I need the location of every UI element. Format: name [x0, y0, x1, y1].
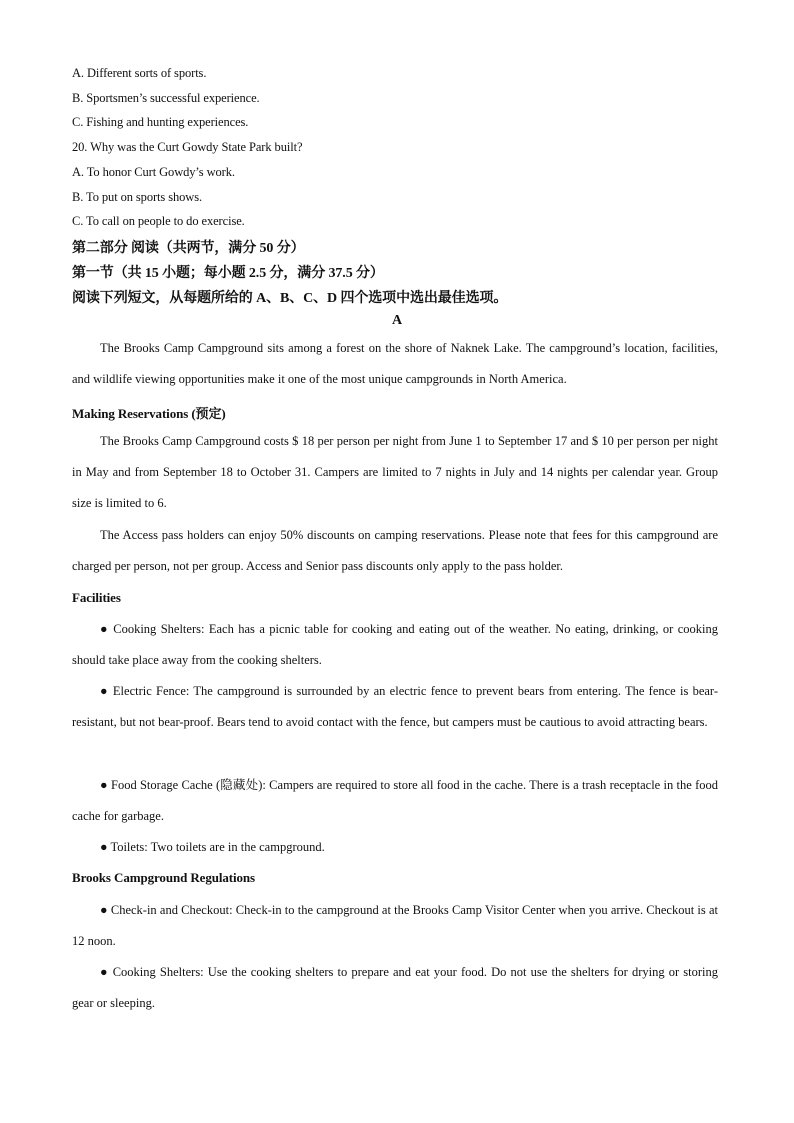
facilities-heading: Facilities: [72, 590, 121, 605]
option-c-prev: C. Fishing and hunting experiences.: [72, 115, 249, 129]
question-20-option-b: B. To put on sports shows.: [72, 190, 202, 204]
question-20-option-a: A. To honor Curt Gowdy’s work.: [72, 165, 235, 179]
regulation-item-checkin: ● Check-in and Checkout: Check-in to the campground at the Brooks Camp Visitor Center when you arrive. Checkout is at 12 noon.: [72, 903, 718, 948]
passage-label: A: [391, 313, 402, 328]
reservations-paragraph-2: The Access pass holders can enjoy 50% discounts on camping reservations. Please note that fees for this campground are charged per person, not per group. Access and Senior pass discounts only apply to the pass holder.: [72, 528, 718, 573]
option-a-prev: A. Different sorts of sports.: [72, 66, 207, 80]
question-20-stem: 20. Why was the Curt Gowdy State Park built?: [72, 140, 303, 154]
part-heading: 第二部分 阅读（共两节，满分 50 分）: [72, 241, 305, 256]
question-20-option-c: C. To call on people to do exercise.: [72, 214, 245, 228]
instructions: 阅读下列短文，从每题所给的 A、B、C、D 四个选项中选出最佳选项。: [72, 291, 508, 306]
facility-item-cooking-shelters: ● Cooking Shelters: Each has a picnic table for cooking and eating out of the weather. No eating, drinking, or cooking should take place away from the cooking shelters.: [72, 622, 718, 667]
section-heading: 第一节（共 15 小题；每小题 2.5 分，满分 37.5 分）: [72, 266, 384, 281]
intro-paragraph: The Brooks Camp Campground sits among a forest on the shore of Naknek Lake. The campground’s location, facilities, and wildlife viewing opportunities make it one of the most unique campgrounds in North America.: [72, 341, 718, 386]
facility-item-electric-fence: ● Electric Fence: The campground is surrounded by an electric fence to prevent bears from entering. The fence is bear-resistant, but not bear-proof. Bears tend to avoid contact with the fence, but campers must be cautious to avoid attracting bears.: [72, 684, 718, 729]
option-b-prev: B. Sportsmen’s successful experience.: [72, 91, 260, 105]
regulations-heading: Brooks Campground Regulations: [72, 870, 255, 885]
reservations-paragraph-1: The Brooks Camp Campground costs $ 18 per person per night from June 1 to September 17 and $ 10 per person per night in May and from September 18 to October 31. Campers are limited to 7 nights in July and 14 nights per calendar year. Group size is limited to 6.: [72, 434, 718, 510]
regulation-item-cooking-shelters: ● Cooking Shelters: Use the cooking shelters to prepare and eat your food. Do not use the shelters for drying or storing gear or sleeping.: [72, 965, 718, 1010]
reservations-heading: Making Reservations (预定): [72, 406, 226, 421]
facility-item-toilets: ● Toilets: Two toilets are in the campground.: [100, 840, 325, 854]
facility-item-food-storage: ● Food Storage Cache (隐藏处): Campers are required to store all food in the cache. There is a trash receptacle in the food cache for garbage.: [72, 778, 718, 823]
